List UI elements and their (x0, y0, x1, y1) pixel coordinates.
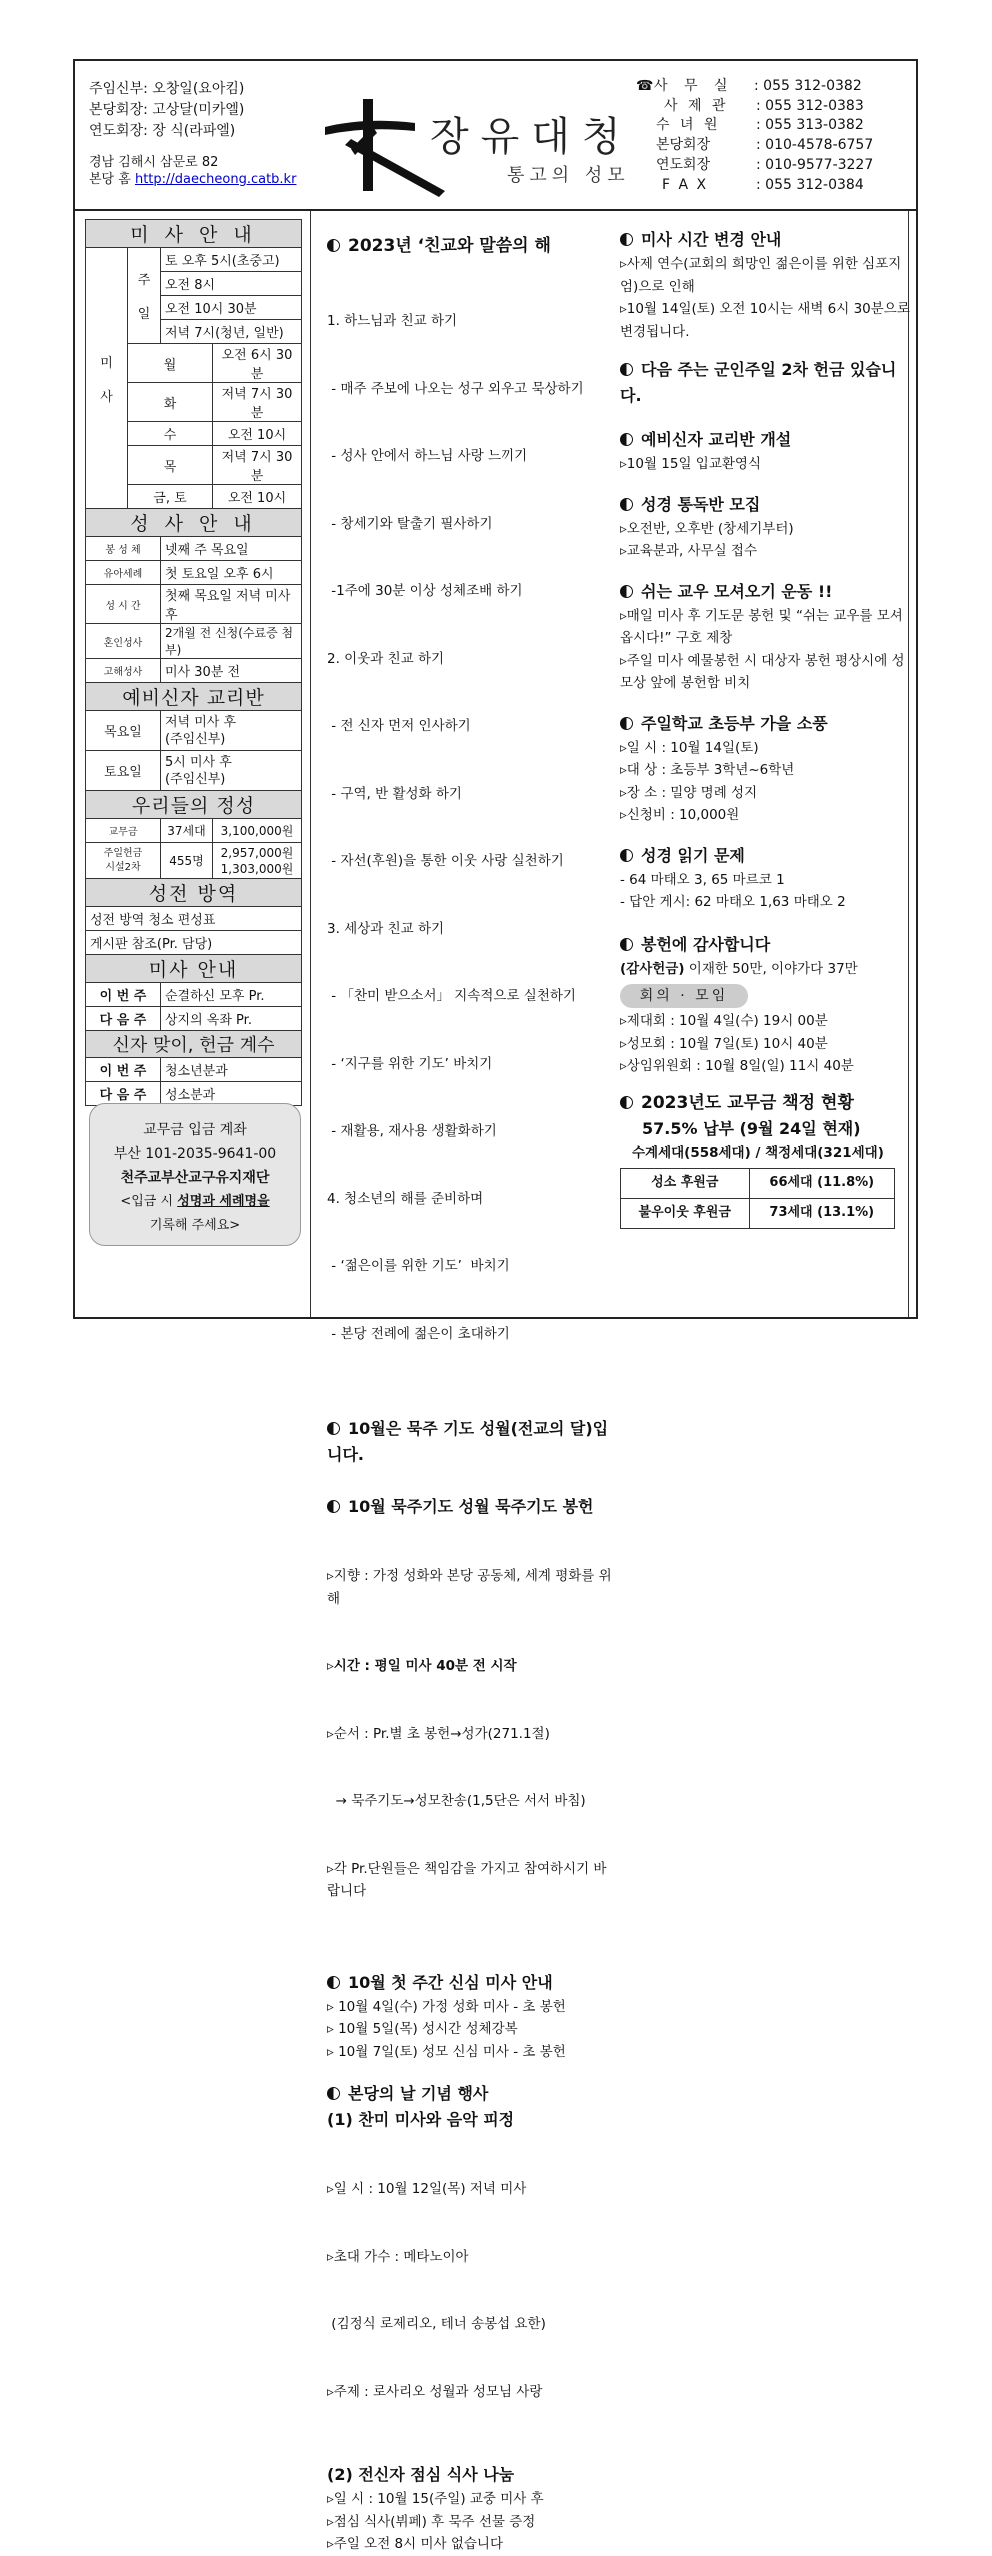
right-column (620, 223, 910, 1229)
text-line: ▹시간 : 평일 미사 40분 전 시작 (327, 1658, 517, 1674)
section-heading: 다음 주는 군인주일 2차 헌금 있습니다. (620, 360, 897, 405)
thanks-label: (감사헌금) (620, 960, 685, 977)
contact-label: 수 녀 원 (656, 117, 721, 134)
section-heading: 주일학교 초등부 가을 소풍 (641, 713, 828, 733)
text-line: 3. 세상과 친교 하기 (327, 920, 445, 937)
weekday-label: 화 (128, 383, 213, 422)
text-line: ▹ 10월 7일(토) 성모 신심 미사 - 초 봉헌 (327, 2043, 566, 2060)
support-label: 성소 후원금 (621, 1169, 750, 1199)
sidebar (85, 219, 302, 1106)
weekday-label: 월 (128, 344, 213, 383)
offering-amount: 1,303,000원 (220, 861, 294, 876)
bulletin-page (73, 59, 918, 2552)
half-circle-icon (327, 1976, 340, 1989)
center-column (327, 229, 617, 2556)
offering-label: 시설2차 (105, 861, 141, 873)
support-value: 73세대 (13.1%) (749, 1199, 894, 1229)
mass-guide-group: 상지의 옥좌 Pr. (161, 1007, 302, 1031)
half-circle-icon (620, 717, 633, 730)
text-line: ▹일 시 : 10월 14일(토) (620, 739, 759, 756)
half-circle-icon (327, 1422, 340, 1435)
contact-label: 연도회장 (656, 156, 711, 173)
text-line: ▹10월 15일 입교환영식 (620, 456, 762, 472)
subsection-heading: (1) 찬미 미사와 음악 피정 (327, 2110, 515, 2129)
yeondo-president-line: 연도회장: 장 식(라파엘) (89, 123, 236, 139)
text-line: ▹상임위원회 : 10월 8일(일) 11시 40분 (620, 1058, 854, 1074)
catechumen-day: 토요일 (86, 751, 161, 791)
text-line: - 재활용, 재사용 생활화하기 (327, 1123, 497, 1139)
meeting-pill: 회의 · 모임 (620, 984, 748, 1008)
half-circle-icon (620, 1096, 633, 1109)
text-line: - 창세기와 탈출기 필사하기 (327, 515, 493, 532)
sacrament-name: 혼인성사 (86, 624, 161, 659)
sacrament-info: 미사 30분 전 (161, 659, 302, 683)
text-line: → 묵주기도→성모찬송(1,5단은 서서 바침) (327, 1793, 586, 1809)
sacrament-title: 성 사 안 내 (86, 509, 302, 537)
pastor-line: 주임신부: 오창일(요아킴) (89, 81, 245, 97)
section-heading: 미사 시간 변경 안내 (641, 230, 782, 249)
sacrament-name: 봉 성 체 (86, 537, 161, 561)
half-circle-icon (620, 233, 633, 246)
text-line: - ‘젊은이를 위한 기도’ 바치기 (327, 1258, 510, 1274)
weekday-label: 금, 토 (128, 485, 213, 509)
text-line: (김정식 로제리오, 테너 송봉섭 요한) (327, 2316, 546, 2332)
catechumen-title: 예비신자 교리반 (86, 683, 302, 711)
text-line: - 자선(후원)을 통한 이웃 사랑 실천하기 (327, 853, 564, 869)
text-line: - 본당 전례에 젊은이 초대하기 (327, 1325, 510, 1342)
text-line: - 구역, 반 활성화 하기 (327, 785, 462, 802)
mass-guide-title: 미사 안내 (86, 955, 302, 983)
half-circle-icon (620, 433, 633, 446)
half-circle-icon (620, 363, 633, 376)
text-line: ▹10월 14일(토) 오전 10시는 새벽 6시 30분으로 변경됩니다. (620, 301, 910, 340)
sacrament-name: 유아세례 (86, 561, 161, 585)
half-circle-icon (327, 2087, 340, 2100)
greeting-title: 신자 맞이, 헌금 계수 (86, 1031, 302, 1058)
section-heading: 봉헌에 감사합니다 (641, 934, 771, 954)
contact-value: : 055 312-0383 (756, 97, 864, 114)
greeting-group: 청소년분과 (161, 1058, 302, 1082)
text-line: ▹매일 미사 후 기도문 봉헌 및 “쉬는 교우를 모셔옵시다!” 구호 제창 (620, 607, 903, 646)
text-line: - 전 신자 먼저 인사하기 (327, 718, 471, 734)
contact-label: 사 무 실 (654, 78, 734, 94)
text-line: ▹주일 미사 예물봉헌 시 대상자 봉헌 평상시에 성모상 앞에 봉헌함 비치 (620, 652, 905, 691)
sunday-mass-time: 오전 10시 30분 (161, 296, 302, 320)
section-heading: 예비신자 교리반 개설 (641, 430, 792, 449)
section-heading: 10월은 묵주 기도 성월(전교의 달)입니다. (327, 1419, 609, 1464)
offering-title: 우리들의 정성 (86, 791, 302, 819)
catechumen-info: 저녁 미사 후 (주임신부) (161, 711, 302, 751)
mass-label: 미 사 (86, 248, 128, 509)
offering-count: 37세대 (161, 819, 213, 843)
weekday-mass-time: 오전 10시 (213, 422, 302, 446)
section-heading: 본당의 날 기념 행사 (348, 2084, 489, 2103)
text-line: ▹각 Pr.단원들은 책임감을 가지고 참여하시기 바랍니다 (327, 1860, 607, 1899)
text-line: ▹순서 : Pr.별 초 봉헌→성가(271.1절) (327, 1725, 550, 1742)
sacrament-info: 첫째 목요일 저녁 미사 후 (161, 585, 302, 624)
weekday-mass-time: 저녁 7시 30분 (213, 446, 302, 485)
half-circle-icon (620, 585, 633, 598)
catechumen-day: 목요일 (86, 711, 161, 751)
homepage-label: 본당 홈 (89, 172, 131, 187)
greeting-week: 이 번 주 (86, 1058, 161, 1082)
account-note: 기록해 주세요> (149, 1218, 241, 1233)
section-heading: 성경 통독반 모집 (641, 494, 761, 514)
account-box (89, 1103, 301, 1246)
dues-households: 수계세대(558세대) / 책정세대(321세대) (632, 1144, 884, 1161)
thanks-text: 이재한 50만, 이야가다 37만 (684, 960, 858, 977)
half-circle-icon (327, 1500, 340, 1513)
weekday-mass-time: 오전 6시 30분 (213, 344, 302, 383)
account-holder: 천주교부산교구유지재단 (120, 1170, 270, 1186)
offering-amount: 3,100,000원 (213, 819, 302, 843)
half-circle-icon (620, 849, 633, 862)
sacrament-name: 성 시 간 (86, 585, 161, 624)
section-heading: 10월 첫 주간 신심 미사 안내 (348, 1972, 553, 1992)
text-line: 2. 이웃과 친교 하기 (327, 650, 445, 667)
text-line: 4. 청소년의 해를 준비하며 (327, 1190, 484, 1207)
half-circle-icon (620, 498, 633, 511)
offering-label: 교무금 (86, 819, 161, 843)
contact-value: : 055 312-0384 (756, 176, 864, 193)
text-line: - 「찬미 받으소서」 지속적으로 실천하기 (327, 988, 576, 1004)
text-line: ▹장 소 : 밀양 명례 성지 (620, 784, 758, 801)
text-line: ▹제대회 : 10월 4일(수) 19시 00분 (620, 1013, 828, 1029)
support-table (620, 1168, 895, 1229)
parish-staff (89, 79, 296, 188)
text-line: ▹초대 가수 : 메타노이아 (327, 2248, 469, 2265)
section-heading: 성경 읽기 문제 (641, 845, 745, 865)
sunday-mass-time: 저녁 7시(청년, 일반) (161, 320, 302, 344)
weekday-label: 수 (128, 422, 213, 446)
sacrament-info: 넷째 주 목요일 (161, 537, 302, 561)
offering-count: 455명 (161, 843, 213, 879)
contact-value: : 010-4578-6757 (756, 137, 874, 154)
contact-value: : 055 312-0382 (754, 78, 862, 94)
half-circle-icon (620, 938, 633, 951)
mass-guide-group: 순결하신 모후 Pr. (161, 983, 302, 1007)
catechumen-info: 5시 미사 후 (주임신부) (161, 751, 302, 791)
greeting-group: 성소분과 (161, 1082, 302, 1106)
text-line: ▹ 10월 4일(수) 가정 성화 미사 - 초 봉헌 (327, 1998, 566, 2015)
council-president-line: 본당회장: 고상달(미카엘) (89, 102, 245, 118)
phone-icon: ☎ (636, 78, 654, 94)
dues-rate: 57.5% 납부 (9월 24일 현재) (642, 1118, 861, 1138)
text-line: ▹일 시 : 10월 15(주일) 교중 미사 후 (327, 2491, 544, 2507)
text-line: ▹교육분과, 사무실 접수 (620, 543, 758, 559)
schedule-table (85, 219, 302, 1106)
sunday-label: 주 일 (128, 248, 161, 344)
cleaning-line: 성전 방역 청소 편성표 (86, 907, 302, 931)
column-divider (310, 211, 311, 1317)
account-note-bold: 성명과 세례명을 (177, 1194, 270, 1209)
contact-label: F A X (662, 176, 709, 193)
section-heading: 2023년 ‘친교와 말씀의 해 (348, 236, 551, 256)
mass-guide-week: 이 번 주 (86, 983, 161, 1007)
mass-guide-week: 다 음 주 (86, 1007, 161, 1031)
text-line: ▹점심 식사(뷔페) 후 묵주 선물 증정 (327, 2513, 536, 2530)
subsection-heading: (2) 전신자 점심 식사 나눔 (327, 2465, 515, 2484)
bulletin-subtitle: 통고의 성모 (507, 165, 630, 186)
contact-value: : 055 313-0382 (756, 117, 864, 134)
section-heading: 2023년도 교무금 책정 현황 (641, 1092, 854, 1113)
greeting-week: 다 음 주 (86, 1082, 161, 1106)
contact-list (636, 77, 874, 195)
text-line: ▹대 상 : 초등부 3학년~6학년 (620, 762, 795, 778)
bulletin-body (75, 211, 916, 2552)
account-number: 부산 101-2035-9641-00 (113, 1146, 277, 1162)
half-circle-icon (327, 239, 340, 252)
homepage-link[interactable]: http://daecheong.catb.kr (134, 172, 297, 187)
text-line: - 매주 주보에 나오는 성구 외우고 묵상하기 (327, 380, 584, 397)
text-line: ▹주제 : 로사리오 성월과 성모님 사랑 (327, 2383, 543, 2400)
sunday-mass-time: 토 오후 5시(초중고) (161, 248, 302, 272)
text-line: - 답안 게시: 62 마태오 1,63 마태오 2 (620, 894, 846, 910)
text-line: ▹성모회 : 10월 7일(토) 10시 40분 (620, 1035, 828, 1052)
weekday-label: 목 (128, 446, 213, 485)
section-heading: 10월 묵주기도 성월 묵주기도 봉헌 (348, 1497, 594, 1516)
text-line: ▹주일 오전 8시 미사 없습니다 (327, 2536, 503, 2552)
text-line: -1주에 30분 이상 성체조배 하기 (327, 583, 523, 599)
mass-schedule-title: 미 사 안 내 (86, 220, 302, 248)
sacrament-name: 고해성사 (86, 659, 161, 683)
contact-label: 사 제 관 (664, 97, 729, 114)
text-line: ▹사제 연수(교회의 희망인 젊은이를 위한 심포지엄)으로 인해 (620, 256, 902, 295)
text-line: ▹지향 : 가정 성화와 본당 공동체, 세계 평화를 위해 (327, 1568, 612, 1607)
weekday-mass-time: 저녁 7시 30분 (213, 383, 302, 422)
sacrament-info: 첫 토요일 오후 6시 (161, 561, 302, 585)
bulletin-header (75, 61, 916, 211)
text-line: ▹신청비 : 10,000원 (620, 807, 740, 823)
text-line: ▹오전반, 오후반 (창세기부터) (620, 520, 794, 537)
sunday-mass-time: 오전 8시 (161, 272, 302, 296)
text-line: - ‘지구를 위한 기도’ 바치기 (327, 1055, 493, 1072)
cleaning-line: 게시판 참조(Pr. 담당) (86, 931, 302, 955)
text-line: - 성사 안에서 하느님 사랑 느끼기 (327, 448, 528, 464)
support-value: 66세대 (11.8%) (749, 1169, 894, 1199)
masthead (325, 99, 655, 199)
account-note: <입금 시 (120, 1194, 178, 1209)
offering-amount: 2,957,000원 (220, 845, 294, 860)
bulletin-title: 장유대청 (430, 114, 633, 160)
account-title: 교무금 입금 계좌 (143, 1122, 247, 1138)
support-label: 불우이웃 후원금 (621, 1199, 750, 1229)
parish-address: 경남 김해시 삼문로 82 (89, 155, 219, 170)
text-line: ▹일 시 : 10월 12일(목) 저녁 미사 (327, 2181, 527, 2197)
offering-label: 주일헌금 (103, 847, 143, 859)
section-heading: 쉬는 교우 모셔오기 운동 !! (641, 581, 833, 601)
sacrament-info: 2개월 전 신청(수료증 첨부) (161, 624, 302, 659)
contact-value: : 010-9577-3227 (756, 156, 874, 173)
text-line: 1. 하느님과 친교 하기 (327, 313, 458, 329)
weekday-mass-time: 오전 10시 (213, 485, 302, 509)
cleaning-title: 성전 방역 (86, 879, 302, 907)
contact-label: 본당회장 (656, 137, 711, 154)
text-line: ▹ 10월 5일(목) 성시간 성체강복 (327, 2021, 518, 2037)
text-line: - 64 마태오 3, 65 마르코 1 (620, 871, 785, 888)
